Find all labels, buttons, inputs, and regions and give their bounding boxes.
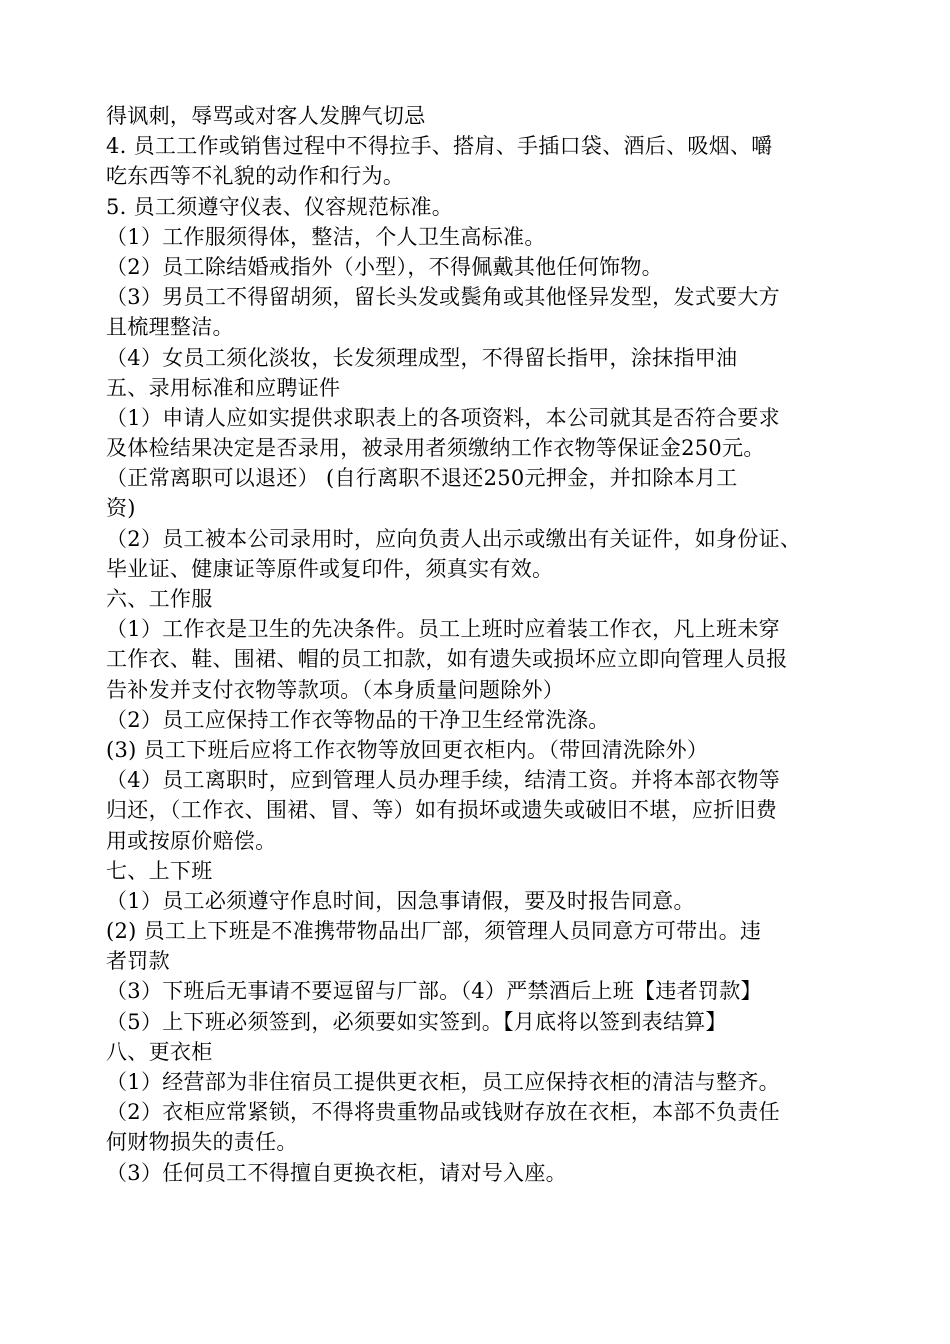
text-line: （1）工作服须得体，整洁，个人卫生高标准。 [106,224,546,249]
text-line: 且梳理整洁。 [106,315,234,340]
section-heading: 五、录用标准和应聘证件 [106,375,341,400]
text-line: 资) [106,496,136,521]
text-line: 归还，（工作衣、围裙、冒、等）如有损坏或遗失或破旧不堪，应折旧费 [106,798,778,823]
text-line: （2）员工除结婚戒指外（小型），不得佩戴其他任何饰物。 [106,254,663,279]
text-line: （3）任何员工不得擅自更换衣柜，请对号入座。 [106,1160,567,1185]
text-line: 及体检结果决定是否录用，被录用者须缴纳工作衣物等保证金250元。 [106,436,765,461]
text-line: （4）女员工须化淡妆，长发须理成型，不得留长指甲，涂抹指甲油 [106,345,738,370]
text-line: （正常离职可以退还） (自行离职不退还250元押金，并扣除本月工 [106,466,738,491]
text-line: 5. 员工须遵守仪表、仪容规范标准。 [106,194,454,219]
text-line: （4）员工离职时，应到管理人员办理手续，结清工资。并将本部衣物等 [106,768,780,793]
text-line: 得讽刺，辱骂或对客人发脾气切忌 [106,104,426,128]
section-heading: 六、工作服 [106,587,213,611]
text-line: （3）下班后无事请不要逗留与厂部。（4）严禁酒后上班【违者罚款】 [106,979,762,1004]
text-line: （2）衣柜应常紧锁，不得将贵重物品或钱财存放在衣柜，本部不负责任 [106,1100,780,1125]
text-line: （2）员工被本公司录用时，应向负责人出示或缴出有关证件，如身份证、 [106,526,802,551]
text-line: （1）员工必须遵守作息时间，因急事请假，要及时报告同意。 [106,888,695,913]
text-line: 4. 员工工作或销售过程中不得拉手、搭肩、手插口袋、酒后、吸烟、嚼 [106,134,773,159]
text-line: 告补发并支付衣物等款项。（本身质量问题除外） [106,677,565,702]
text-line: （5）上下班必须签到，必须要如实签到。【月底将以签到表结算】 [106,1009,727,1034]
text-line: 何财物损失的责任。 [106,1130,298,1155]
text-line: 吃东西等不礼貌的动作和行为。 [106,164,405,189]
text-line: 者罚款 [106,949,170,974]
text-line: 工作衣、鞋、围裙、帽的员工扣款，如有遗失或损坏应立即向管理人员报 [106,647,788,672]
text-line: 用或按原价赔偿。 [106,828,277,853]
text-line: （3）男员工不得留胡须，留长头发或鬓角或其他怪异发型，发式要大方 [106,285,780,310]
document-page [106,101,866,1188]
text-line: （2）员工应保持工作衣等物品的干净卫生经常洗涤。 [106,707,610,732]
text-line: （1）申请人应如实提供求职表上的各项资料，本公司就其是否符合要求 [106,405,780,430]
text-line: （1）工作衣是卫生的先决条件。员工上班时应着装工作衣，凡上班未穿 [106,617,780,642]
text-line: （1）经营部为非住宿员工提供更衣柜，员工应保持衣柜的清洁与整齐。 [106,1070,780,1094]
text-line: (2) 员工上下班是不准携带物品出厂部，须管理人员同意方可带出。违 [106,919,762,944]
section-heading: 八、更衣柜 [106,1039,213,1064]
text-line: 毕业证、健康证等原件或复印件，须真实有效。 [106,556,554,581]
text-line: (3) 员工下班后应将工作衣物等放回更衣柜内。（带回清洗除外） [106,737,709,762]
section-heading: 七、上下班 [106,858,213,883]
